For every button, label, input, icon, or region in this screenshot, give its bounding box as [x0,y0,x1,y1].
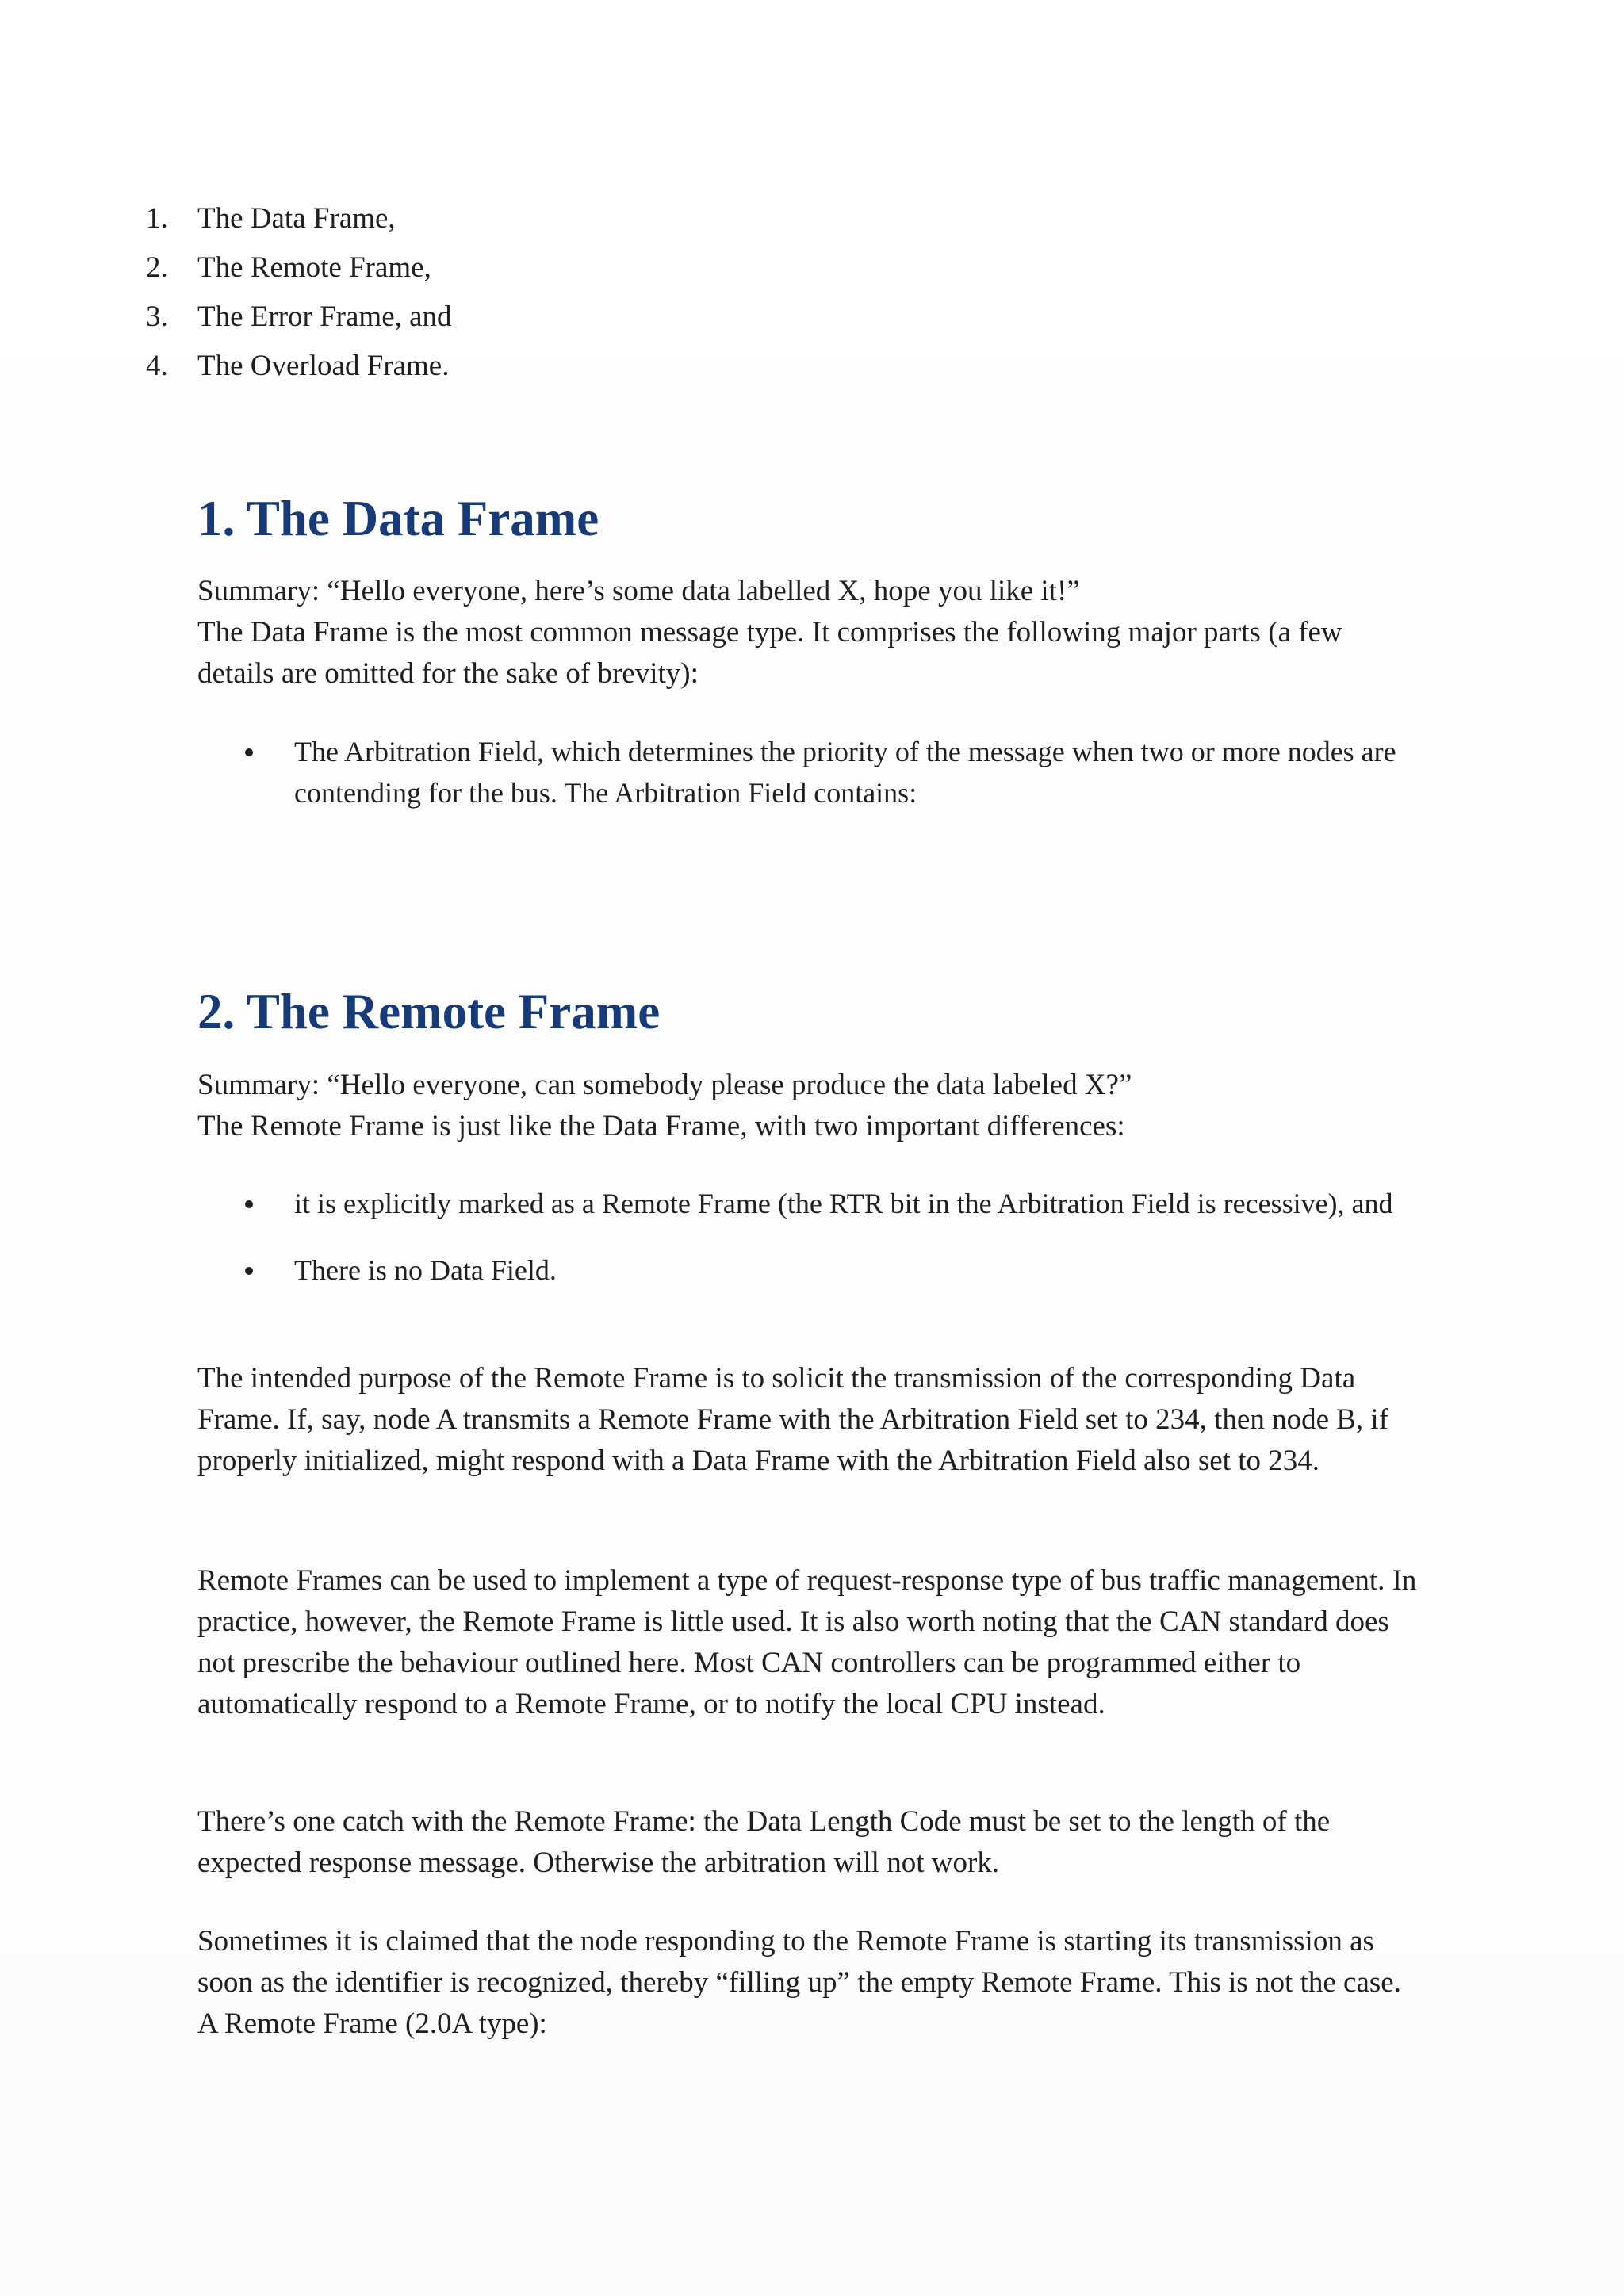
remote-frame-paragraph-2 [197,1560,1419,1725]
paragraph-text: There’s one catch with the Remote Frame: the Data Length Code must be set to the length of the expected response message. Otherwise the arbitration will not work. [197,1805,1331,1879]
list-text: The Data Frame, [197,202,396,235]
data-frame-intro: The Data Frame is the most common message type. It comprises the following major parts (a few details are omitted for the sake of brevity): [197,616,1342,690]
list-text: The Error Frame, and [197,300,452,333]
remote-frame-paragraph-4 [197,1921,1419,2045]
paragraph-text: The intended purpose of the Remote Frame is to solicit the transmission of the corresponding Data Frame. If, say, node A transmits a Remote Frame with the Arbitration Field set to 234, then node B, if properly initialized, might respond with a Data Frame with the Arbitration Field also set to 234. [197,1362,1389,1477]
list-text: The Remote Frame, [197,251,431,284]
remote-frame-caption: A Remote Frame (2.0A type): [197,2007,547,2040]
list-text: The Overload Frame. [197,350,450,382]
remote-frame-intro-block [197,1065,1419,1147]
bullet-text: There is no Data Field. [294,1254,557,1286]
bullet-dot-icon [245,748,253,756]
remote-frame-summary: Summary: “Hello everyone, can somebody please produce the data labeled X?” [197,1069,1132,1101]
remote-frame-paragraph-3 [197,1801,1419,1884]
bullet-item [197,731,1419,813]
paragraph-text: Sometimes it is claimed that the node responding to the Remote Frame is starting its transmission as soon as the identifier is recognized, thereby “filling up” the empty Remote Frame. This is not the case. [197,1925,1401,1999]
data-frame-intro-block [197,571,1419,695]
list-number: 2. [146,251,168,284]
remote-frame-bullet-list [197,1183,1419,1291]
data-frame-heading: 1. The Data Frame [197,491,599,546]
list-number: 4. [146,350,168,382]
list-number: 1. [146,202,168,235]
data-frame-bullet-list [197,731,1419,813]
bullet-dot-icon [245,1267,253,1275]
remote-frame-heading: 2. The Remote Frame [197,984,661,1039]
remote-frame-paragraph-1 [197,1358,1419,1482]
bullet-dot-icon [245,1200,253,1208]
bullet-item [197,1249,1419,1291]
data-frame-summary: Summary: “Hello everyone, here’s some data labelled X, hope you like it!” [197,575,1080,607]
bullet-text: The Arbitration Field, which determines the priority of the message when two or more nodes are contending for the bus. The Arbitration Field contains: [294,736,1396,809]
list-number: 3. [146,300,168,333]
bullet-item [197,1183,1419,1224]
bullet-text: it is explicitly marked as a Remote Frame (the RTR bit in the Arbitration Field is recessive), and [294,1188,1393,1219]
paragraph-text: Remote Frames can be used to implement a type of request-response type of bus traffic management. In practice, however, the Remote Frame is little used. It is also worth noting that the CAN standard does not prescribe the behaviour outlined here. Most CAN controllers can be programmed either to automatically respond to a Remote Frame, or to notify the local CPU instead. [197,1564,1417,1720]
remote-frame-intro: The Remote Frame is just like the Data Frame, with two important differences: [197,1110,1125,1142]
